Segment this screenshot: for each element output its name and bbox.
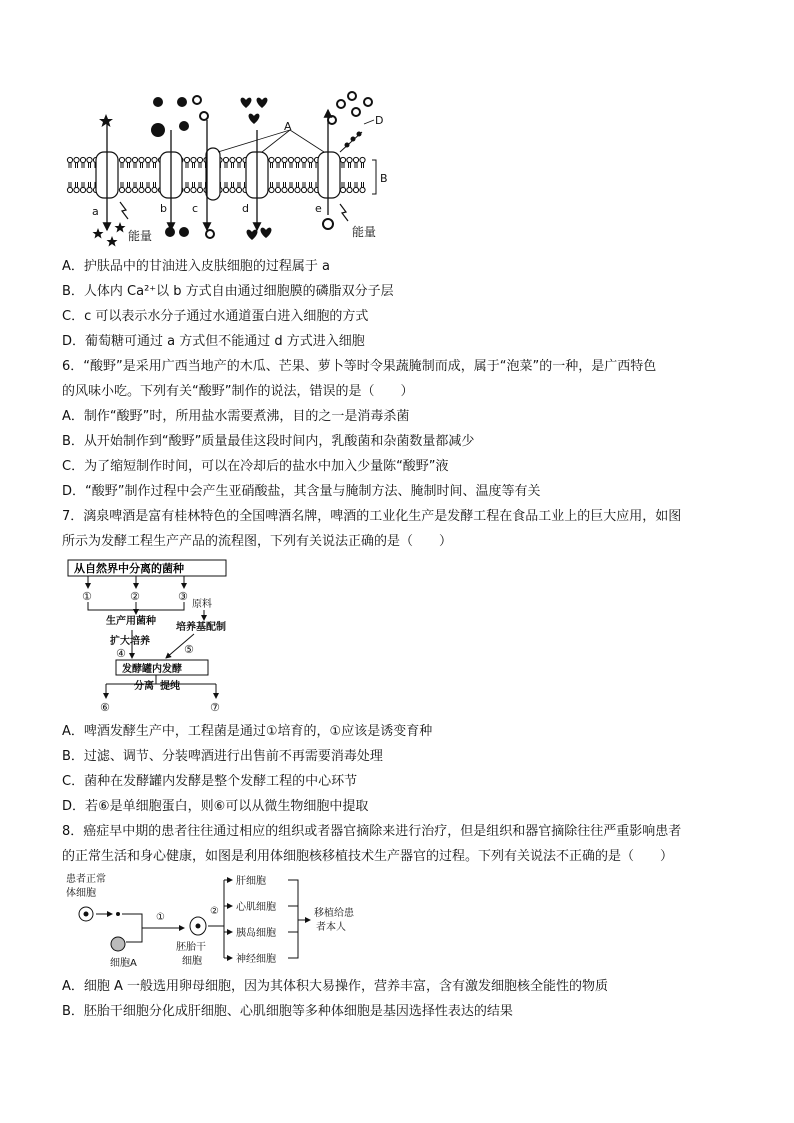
carrier-protein-e <box>318 152 340 198</box>
q5-option-d: D．葡萄糖可通过 a 方式但不能通过 d 方式进入细胞 <box>62 334 365 349</box>
cell-a-icon <box>111 937 125 951</box>
q6-option-b: B．从开始制作到“酸野”质量最佳这段时间内，乳酸菌和杂菌数量都减少 <box>62 434 475 449</box>
nuclear-transfer-figure <box>66 870 366 970</box>
label-a: a <box>92 205 99 218</box>
q8-option-a: A．细胞 A 一般选用卵母细胞，因为其体积大易操作，营养丰富，含有激发细胞核全能性的物质 <box>62 979 609 994</box>
label-D: D <box>375 114 384 127</box>
output-neuron: 神经细胞 <box>236 954 276 965</box>
cell-a-label: 细胞A <box>110 958 137 969</box>
flow-n2: ② <box>130 590 140 603</box>
q6-option-c: C．为了缩短制作时间，可以在冷却后的盐水中加入少量陈“酸野”液 <box>62 459 449 474</box>
flow-n4: ④ <box>116 647 126 660</box>
q6-stem-line1: 6．“酸野”是采用广西当地产的木瓜、芒果、萝卜等时令果蔬腌制而成，属于“泡菜”的一种，是广西特色 <box>62 359 657 374</box>
output-liver: 肝细胞 <box>236 876 266 887</box>
fermentation-flowchart <box>66 558 246 718</box>
q8-option-b: B．胚胎干细胞分化成肝细胞、心肌细胞等多种体细胞是基因选择性表达的结果 <box>62 1004 513 1019</box>
label-b: b <box>160 202 167 215</box>
energy-bolt-icon <box>120 202 348 221</box>
q7-option-b: B．过滤、调节、分装啤酒进行出售前不再需要消毒处理 <box>62 749 383 764</box>
q5-option-a: A．护肤品中的甘油进入皮肤细胞的过程属于 a <box>62 259 330 274</box>
transplant-label-2: 者本人 <box>316 922 346 933</box>
es-cell-label-2: 细胞 <box>182 956 202 967</box>
flow-n3: ③ <box>178 590 188 603</box>
flow-expand: 扩大培养 <box>110 636 150 647</box>
flow-medium: 培养基配制 <box>176 622 226 633</box>
flow-top-box: 从自然界中分离的菌种 <box>74 562 184 575</box>
flow-separate: 分离 <box>134 681 154 692</box>
phosphate-group-icon <box>340 132 362 153</box>
step-1-label: ① <box>156 912 165 923</box>
q8-stem-line2: 的正常生活和身心健康，如图是利用体细胞核移植技术生产器官的过程。下列有关说法不正确的是（ ） <box>62 849 674 864</box>
water-channel-c <box>206 148 220 200</box>
label-c: c <box>192 202 199 215</box>
flow-prod-strain: 生产用菌种 <box>106 616 156 627</box>
q6-option-a: A．制作“酸野”时，所用盐水需要煮沸，目的之一是消毒杀菌 <box>62 409 410 424</box>
flow-raw: 原料 <box>192 599 212 610</box>
es-cell-label-1: 胚胎干 <box>176 942 206 953</box>
label-B: B <box>380 172 388 185</box>
q7-stem-line2: 所示为发酵工程生产产品的流程图，下列有关说法正确的是（ ） <box>62 534 453 549</box>
transplant-label-1: 移植给患 <box>314 908 354 919</box>
flow-purify: 提纯 <box>160 681 180 692</box>
membrane-transport-figure <box>62 90 402 250</box>
q5-option-b: B．人体内 Ca²⁺以 b 方式自由通过细胞膜的磷脂双分子层 <box>62 284 394 299</box>
star-cluster-icon <box>93 222 126 247</box>
heart-molecules-icon <box>241 98 268 124</box>
q7-option-d: D．若⑥是单细胞蛋白，则⑥可以从微生物细胞中提取 <box>62 799 369 814</box>
q7-option-a: A．啤酒发酵生产中，工程菌是通过①培育的，①应该是诱变育种 <box>62 724 433 739</box>
open-circle-molecules-icon <box>193 92 372 124</box>
flow-ferment-box: 发酵罐内发酵 <box>122 664 182 675</box>
energy-label-right: 能量 <box>352 225 377 239</box>
q6-option-d: D．“酸野”制作过程中会产生亚硝酸盐，其含量与腌制方法、腌制时间、温度等有关 <box>62 484 541 499</box>
q8-stem-line1: 8．癌症早中期的患者往往通过相应的组织或者器官摘除来进行治疗，但是组织和器官摘除往往严重影响患者 <box>62 824 682 839</box>
star-molecule-icon <box>99 114 113 127</box>
patient-cell-label-2: 体细胞 <box>66 888 96 899</box>
label-e: e <box>315 202 322 215</box>
q7-option-c: C．菌种在发酵罐内发酵是整个发酵工程的中心环节 <box>62 774 358 789</box>
label-d: d <box>242 202 249 215</box>
q5-option-c: C．c 可以表示水分子通过水通道蛋白进入细胞的方式 <box>62 309 369 324</box>
output-islet: 胰岛细胞 <box>236 928 276 939</box>
output-heart: 心肌细胞 <box>236 902 276 913</box>
flow-n1: ① <box>82 590 92 603</box>
patient-cell-label-1: 患者正常 <box>66 874 106 885</box>
step-2-label: ② <box>210 906 219 917</box>
q7-stem-line1: 7．漓泉啤酒是富有桂林特色的全国啤酒名牌，啤酒的工业化生产是发酵工程在食品工业上的巨大应用，如图 <box>62 509 682 524</box>
label-A: A <box>284 120 292 133</box>
flow-n7: ⑦ <box>210 701 220 714</box>
filled-circle-molecules-icon <box>151 97 189 137</box>
energy-label-left: 能量 <box>128 229 153 243</box>
flow-n5: ⑤ <box>184 643 194 656</box>
flow-n6: ⑥ <box>100 701 110 714</box>
q6-stem-line2: 的风味小吃。下列有关“酸野”制作的说法，错误的是（ ） <box>62 384 414 399</box>
